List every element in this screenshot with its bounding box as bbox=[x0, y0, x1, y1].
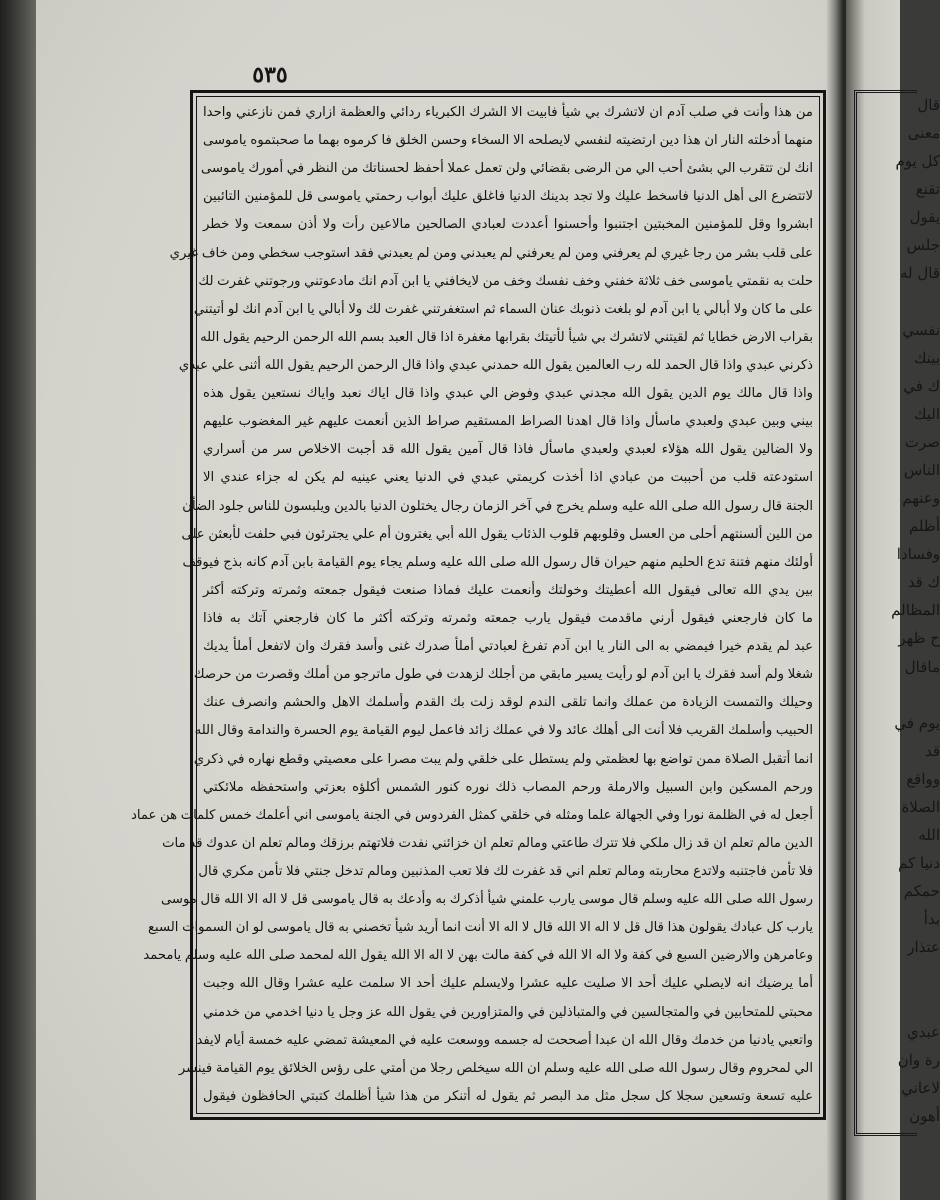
text-line: عليه تسعة وتسعين سجلا كل سجل مثل مد البصر ثم يقول له أتنكر من هذا شيأ أظلمك كتبتي الحافظون فيقول bbox=[203, 1088, 813, 1104]
facing-text-line: ك في bbox=[903, 376, 940, 395]
text-line: فلا تأمن فاجتنبه ولاتدع محاربته ومالم تعلم اني قد غفرت لك فلا تعب المذنبين ومالم تدخل جنتي فلا تأمن مكري قال bbox=[198, 863, 813, 879]
text-line: حلت به نقمتي ياموسى خف ثلاثة خفني وخف نفسك وخف من لايخافني يا ابن آدم انك مادعوتني ورجوتني غفرت لك bbox=[198, 273, 813, 289]
facing-text-line bbox=[860, 995, 940, 1014]
facing-text-line: ماقال bbox=[904, 657, 940, 676]
facing-text-line: ك قد bbox=[907, 573, 940, 592]
facing-text-line: ح ظهر bbox=[898, 629, 940, 648]
arabic-text-block bbox=[130, 101, 813, 1109]
text-line: الجنة قال رسول الله صلى الله عليه وسلم يخرج في آخر الزمان رجال يختلون الدنيا بالدين ويلبسون للناس جلود الضأن bbox=[182, 498, 813, 514]
text-line: انما أتقبل الصلاة ممن تواضع بها لعظمتي ولم يستطل على خلقي ولم يبت مصرا على معصيتي وقطع نهاره في ذكري bbox=[193, 751, 813, 767]
text-line: منهما أدخلته النار ان هذا دين ارتضيته لنفسي لايصلحه الا السخاء وحسن الخلق فا كرموه بهما ما صحبتموه ياموسى bbox=[203, 133, 813, 149]
text-line: من اللين ألسنتهم أحلى من العسل وقلوبهم قلوب الذئاب يقول الله أبي يغترون أم علي يجترئون فبي حلفت لأبعثن على bbox=[181, 526, 813, 542]
facing-text-line: قال bbox=[917, 96, 940, 114]
text-line: بين يدي الله تعالى فيقول الله أعطيتك وخولتك وأنعمت عليك فماذا صنعت فيقول جمعته وثمرته وتركته أكثر bbox=[203, 582, 813, 598]
text-line: ذكرني عبدي واذا قال الحمد لله رب العالمين يقول الله حمدني عبدي واذا قال الرحمن الرحيم يقول الله أثنى علي عبدي bbox=[178, 357, 813, 373]
facing-text-line: معنى bbox=[907, 124, 940, 143]
text-line: ابشروا وقل للمؤمنين المخبتين اجتنبوا وأحسنوا أعددت لعبادي الصالحين مالاعين رأت ولا أذن سمعت ولا خطر bbox=[203, 217, 813, 233]
facing-text-line: عتذار bbox=[907, 938, 940, 957]
facing-text-line: الله bbox=[918, 826, 940, 845]
facing-text-line: المظالم bbox=[891, 601, 940, 620]
text-line: رسول الله صلى الله عليه وسلم قال موسى يارب علمني شيأ أذكرك به وأدعك به قال ياموسى قل لا اله الا الله قال موسى bbox=[160, 892, 813, 908]
facing-text-line: بدأ bbox=[923, 910, 940, 929]
text-line: بقراب الارض خطايا ثم لقيتني لاتشرك بي شيأ لأتيتك بقرابها مغفرة اذا قال العبد بسم الله الرحمن الرحيم يقول الله bbox=[200, 329, 813, 345]
facing-text-line: وعنهم bbox=[902, 489, 940, 508]
facing-text-line: تقنع bbox=[915, 180, 940, 199]
facing-text-line: رة وان bbox=[897, 1050, 940, 1069]
text-line: لاتتضرع الى أهل الدنيا فاسخط عليك ولا تجد بدينك الدنيا فاغلق عليك أبواب رحمتي ياموسى قل للمؤمنين التائبين bbox=[203, 189, 813, 205]
facing-page-text bbox=[860, 96, 940, 1126]
facing-text-line: كل يوم bbox=[895, 152, 940, 171]
facing-text-line: نفسي bbox=[902, 320, 940, 339]
page-number: ٥٣٥ bbox=[252, 62, 288, 88]
text-line: وعامرهن والارضين السبع في كفة ولا اله الا الله في كفة مالت بهن لا اله الا الله يقول الله لمحمد صلى الله عليه وسلم يامحمد bbox=[143, 948, 813, 964]
facing-text-line: قال له bbox=[899, 264, 940, 283]
facing-text-line: وواقع bbox=[906, 769, 940, 788]
text-line: أجعل له في الظلمة نورا وفي الجهالة علما ومثله في خلقي كمثل الفردوس في الجنة ياموسى اني أعلمك خمس كلمات هن عماد bbox=[130, 807, 813, 823]
facing-text-line: بينك bbox=[914, 348, 940, 367]
facing-text-line: الناس bbox=[903, 461, 940, 480]
facing-text-line: وفسادا bbox=[896, 545, 940, 564]
text-line: عبد لم يقدم خيرا فيمضي به الى النار يا ابن آدم تفرغ لعبادتي أملأ صدرك غنى وأسد فقرك وان لاتفعل أملأ يديك bbox=[203, 639, 813, 655]
text-line: وحيلك والتمست الزيادة من عملك وانما تلقى الندم لوقد زلت بك القدم وأسلمك الاهل والحشم وانصرف عنك bbox=[203, 695, 813, 711]
text-line: الي لمحروم وقال رسول الله صلى الله عليه وسلم ان الله سيخلص رجلا من أمتي على رؤس الخلائق يوم القيامة فينشر bbox=[178, 1060, 813, 1076]
facing-text-line: جلس bbox=[906, 236, 940, 255]
facing-text-line: أظلم bbox=[908, 517, 940, 536]
text-line: أما يرضيك انه لايصلي عليك أحد الا صليت عليه عشرا ولايسلم عليك أحد الا سلمت عليه عشرا وقال الله وجبت bbox=[203, 976, 813, 992]
facing-text-line: أهون bbox=[909, 1106, 940, 1125]
facing-text-line: عبدي bbox=[906, 1022, 940, 1041]
text-line: الدين مالم تعلم ان قد زال ملكي فلا تترك طاعتي ومالم تعلم ان خزائني نفدت فلاتهتم برزقك ومالم تعلم ان عدوك قد مات bbox=[162, 835, 813, 851]
text-line: واتعبي يادنيا من خدمك وقال الله ان عبدا أصححت له جسمه ووسعت عليه في المعيشة تمضي عليه خمسة أيام لايفد bbox=[196, 1032, 813, 1048]
text-line: انك لن تتقرب الي بشئ أحب الي من الرضى بقضائي ولن تعمل عملا أحفظ لحسناتك من النظر في أمورك ياموسى bbox=[201, 161, 813, 177]
facing-text-line: يوم في bbox=[894, 713, 940, 732]
text-line: من هذا وأنت في صلب آدم ان لاتشرك بي شيأ فابيت الا الشرك الكبرياء ردائي والعظمة ازاري فمن نازعني واحدا bbox=[203, 105, 813, 120]
facing-text-line bbox=[860, 686, 940, 705]
facing-text-line: لاعاني bbox=[901, 1078, 940, 1097]
text-line: ما كان فارجعني فيقول أرني ماقدمت فيقول يارب جمعته وثمرته وتركته أكثر ما كان فارجعني آتك به فاذا bbox=[203, 610, 813, 626]
text-line: شغلا ولم أسد فقرك يا ابن آدم لو رأيت يسير مابقي من أجلك لزهدت في طول ماترجو من أملك وقصرت من حرصك bbox=[193, 667, 813, 683]
facing-page-fragment bbox=[846, 0, 940, 1200]
text-line: على ما كان ولا أبالي يا ابن آدم لو بلغت ذنوبك عنان السماء ثم استغفرتني غفرت لك ولا أبالي يا ابن آدم انك لو أتيتني bbox=[193, 301, 813, 317]
text-line: أولئك منهم فتنة تدع الحليم منهم حيران قال رسول الله صلى الله عليه وسلم يجاء يوم القيامة بابن آدم كانه بذج فيوقف bbox=[182, 554, 813, 570]
facing-text-line: دنيا كم bbox=[898, 854, 940, 873]
text-line: محبتي للمتحابين في والمتجالسين في والمتباذلين في والمتزاورين في يقول الله عز وجل يا دنيا اخدمي من خدمني bbox=[203, 1004, 813, 1020]
text-line: ورحم المسكين وابن السبيل والارملة ورحم المصاب ذلك نوره كنور الشمس أكلؤه بعزتي واستحفظه ملائكتي bbox=[203, 779, 813, 795]
facing-text-line: اليك bbox=[914, 404, 940, 423]
facing-text-line: حمكم bbox=[903, 882, 940, 901]
text-line: ولا الضالين يقول الله هؤلاء لعبدي ولعبدي ماسأل فاذا قال آمين يقول الله قد أجبت الاخلاص سر من أسراري bbox=[203, 442, 813, 458]
text-line: واذا قال مالك يوم الدين يقول الله مجدني عبدي وفوض الي عبدي واذا قال اياك نعبد واياك نستعين يقول هذه bbox=[203, 386, 813, 402]
facing-text-line bbox=[860, 966, 940, 985]
facing-text-line: يقول bbox=[909, 208, 940, 227]
text-line: على قلب بشر من رجا غيري لم يعرفني ومن لم يعرفني لم يعبدني ومن لم يعبدني فقد استوجب سخطي ومن خاف غيري bbox=[169, 245, 813, 261]
facing-text-line: قد bbox=[924, 741, 940, 760]
text-line: يارب كل عبادك يقولون هذا قال قل لا اله الا الله قال لا اله الا أنت انما أريد شيأ تخصني به قال ياموسى لو ان السموات السبع bbox=[147, 920, 813, 936]
text-line: الحبيب وأسلمك القريب فلا أنت الى أهلك عائد ولا في عملك زائد فاعمل ليوم القيامة يوم الحسرة والندامة وقال الله bbox=[194, 723, 813, 739]
facing-text-line: الصلاة bbox=[901, 797, 940, 816]
facing-text-line bbox=[860, 293, 940, 312]
text-line: بيني وبين عبدي ولعبدي ماسأل واذا قال اهدنا الصراط المستقيم صراط الذين أنعمت عليهم غير المغضوب عليهم bbox=[203, 414, 813, 430]
facing-text-line: صرت bbox=[904, 432, 940, 451]
text-line: استودعته قلب من أحببت من عبادي اذا أخذت كريمتي عبدي في الدنيا يعني عينيه لم يكن له جزاء عندي الا bbox=[203, 470, 813, 486]
